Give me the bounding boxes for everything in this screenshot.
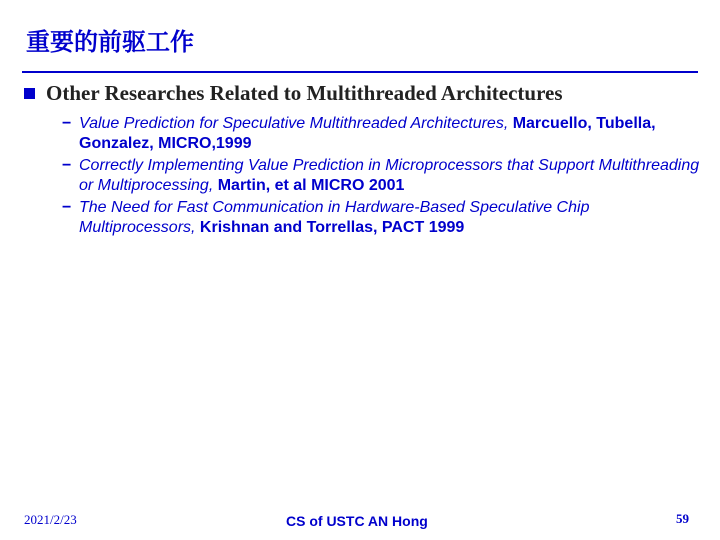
list-item — [62, 156, 702, 196]
page-number: 59 — [676, 511, 689, 526]
section-heading — [22, 81, 563, 106]
dash-bullet-icon: − — [62, 199, 72, 216]
reference-title: Value Prediction for Speculative Multithreaded Architectures, — [79, 115, 513, 132]
dash-bullet-icon: − — [62, 115, 72, 132]
reference-list — [62, 114, 702, 240]
footer-author: CS of USTC AN Hong — [286, 513, 428, 529]
dash-bullet-icon: − — [62, 157, 72, 174]
square-bullet-icon — [24, 88, 35, 99]
section-heading-text: Other Researches Related to Multithreaded Architectures — [46, 81, 563, 105]
title-divider — [22, 71, 698, 73]
list-item — [62, 114, 702, 154]
reference-title: The Need for Fast Communication in Hardware-Based Speculative Chip Multiprocessors, — [79, 199, 590, 236]
reference-authors: Martin, et al MICRO 2001 — [217, 177, 405, 194]
list-item — [62, 198, 702, 238]
reference-authors: Marcuello, Tubella, Gonzalez, MICRO,1999 — [79, 115, 656, 152]
reference-authors: Krishnan and Torrellas, PACT 1999 — [199, 219, 465, 236]
footer-date: 2021/2/23 — [24, 512, 77, 527]
reference-title: Correctly Implementing Value Prediction in Microprocessors that Support Multithreading or Multiprocessing, — [79, 157, 700, 194]
slide-title: 重要的前驱工作 — [26, 28, 194, 56]
